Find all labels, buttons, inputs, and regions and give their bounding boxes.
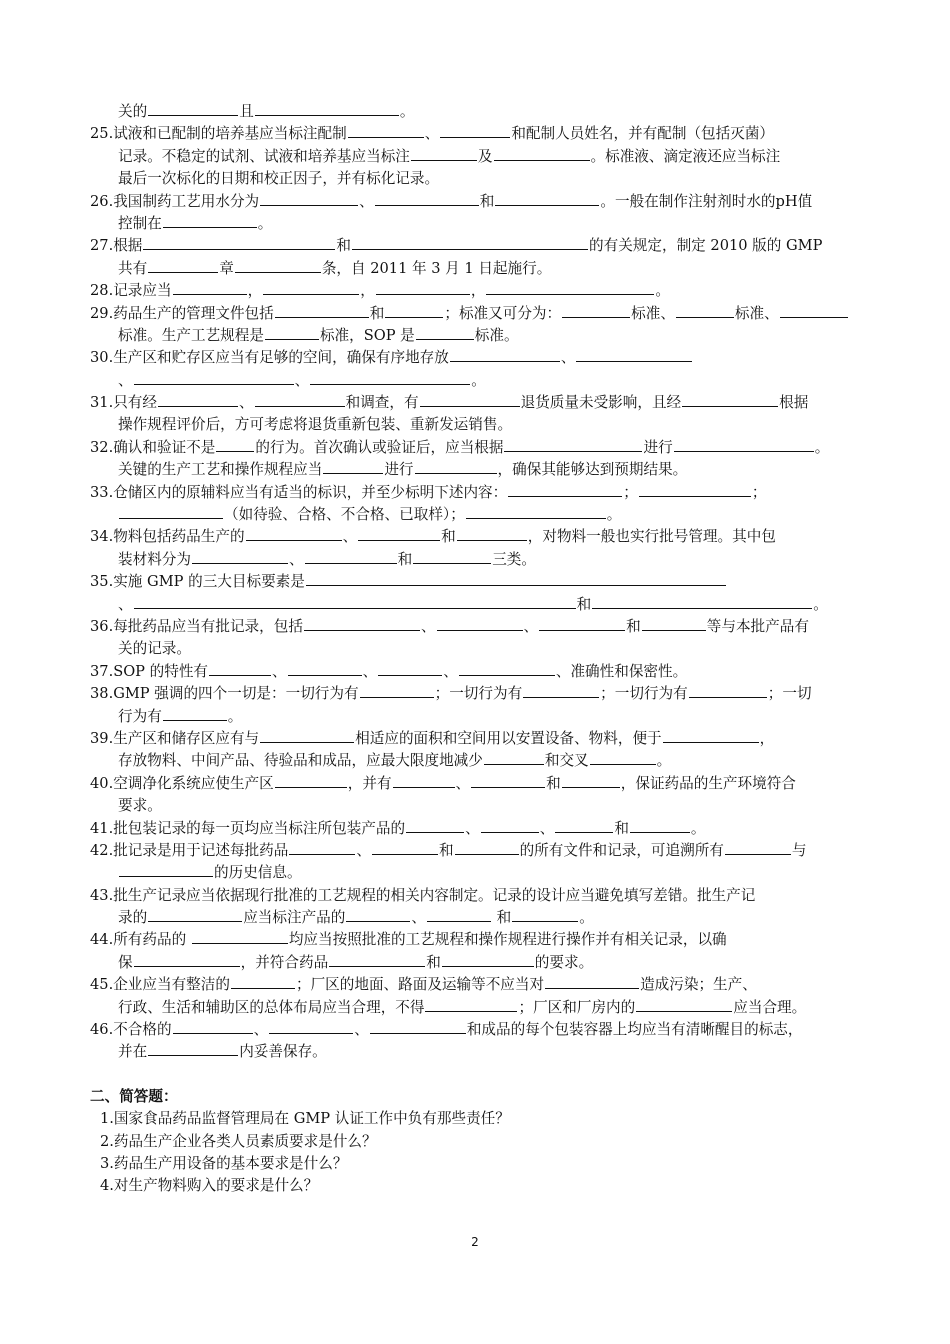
question-text: 的有关规定，制定 2010 版的 GMP <box>589 237 823 255</box>
question-text: 和成品的每个包装容器上均应当有清晰醒目的标志， <box>466 1021 803 1039</box>
question-text: 34.物料包括药品生产的 <box>90 528 245 546</box>
question-text: 均应当按照批准的工艺规程和操作规程进行操作并有相关记录，以确 <box>288 931 727 949</box>
answer-blank[interactable] <box>576 348 692 362</box>
answer-blank[interactable] <box>289 841 355 855</box>
answer-blank[interactable] <box>676 304 734 318</box>
question-line <box>90 773 870 795</box>
answer-blank[interactable] <box>305 550 397 564</box>
question-text: 三类。 <box>492 550 536 568</box>
question-text: 和 <box>397 550 413 568</box>
answer-blank[interactable] <box>674 438 814 452</box>
question-text: 28.记录应当 <box>90 282 172 300</box>
question-text: 37.SOP 的特性有 <box>90 662 209 680</box>
question-text: ， <box>759 729 775 747</box>
question-text: 、 <box>455 774 471 792</box>
question-text: ， <box>360 282 375 300</box>
question-text: 且 <box>239 103 254 120</box>
answer-blank[interactable] <box>275 774 347 788</box>
answer-blank[interactable] <box>450 348 560 362</box>
answer-blank[interactable] <box>682 393 778 407</box>
short-answer-item: 3.药品生产用设备的基本要求是什么？ <box>100 1154 348 1172</box>
answer-blank[interactable] <box>346 908 410 922</box>
question-line <box>90 750 870 772</box>
question-text: 行政、生活和辅助区的总体布局应当合理，不得 <box>118 998 425 1016</box>
question-text: 装材料分为 <box>118 550 191 568</box>
question-text: 。 <box>227 707 243 725</box>
question-line <box>90 370 870 392</box>
question-text: 标准、 <box>734 304 779 322</box>
question-text: ； <box>751 483 767 501</box>
question-line <box>90 907 870 929</box>
question-text: 、 <box>356 841 371 859</box>
question-text: 41.批包装记录的每一页均应当标注所包装产品的 <box>90 819 406 837</box>
question-text: 标准。 <box>474 326 519 344</box>
answer-blank[interactable] <box>636 998 732 1012</box>
answer-blank[interactable] <box>265 326 319 340</box>
question-line <box>90 616 870 638</box>
question-text: 、 <box>294 371 310 389</box>
question-line <box>90 862 870 884</box>
answer-blank[interactable] <box>539 617 625 631</box>
question-text: 和 <box>369 304 385 322</box>
question-line <box>90 258 870 280</box>
question-text: 录的 <box>118 909 148 927</box>
answer-blank[interactable] <box>148 1042 238 1056</box>
question-text: ；标准又可分为： <box>444 304 562 322</box>
question-text: 35.实施 GMP 的三大目标要素是 <box>90 573 305 591</box>
question-text: 控制在 <box>118 214 162 232</box>
question-text: ， <box>470 282 486 300</box>
answer-blank[interactable] <box>471 774 545 788</box>
answer-blank[interactable] <box>275 304 369 318</box>
question-text: 关的记录。 <box>118 640 191 658</box>
section-heading: 二、简答题： <box>90 1087 178 1105</box>
answer-blank[interactable] <box>555 819 613 833</box>
answer-blank[interactable] <box>360 684 434 698</box>
answer-blank[interactable] <box>725 841 791 855</box>
answer-blank[interactable] <box>134 371 294 385</box>
answer-blank[interactable] <box>148 259 218 273</box>
question-text: 的行为。首次确认或验证后，应当根据 <box>255 438 504 456</box>
answer-blank[interactable] <box>592 595 812 609</box>
question-text: 、 <box>420 617 436 635</box>
question-line <box>90 594 870 616</box>
answer-blank[interactable] <box>288 662 362 676</box>
answer-blank[interactable] <box>370 1020 466 1034</box>
answer-blank[interactable] <box>590 751 656 765</box>
answer-blank[interactable] <box>484 751 544 765</box>
answer-blank[interactable] <box>173 1020 253 1034</box>
question-line <box>90 683 870 705</box>
question-text: 38.GMP 强调的四个一切是：一切行为有 <box>90 685 359 703</box>
question-text: 和调查，有 <box>345 394 419 412</box>
answer-blank[interactable] <box>663 729 759 743</box>
question-line <box>90 482 870 504</box>
question-line <box>90 818 870 840</box>
question-text: 。 <box>579 909 594 927</box>
answer-blank[interactable] <box>263 281 359 295</box>
question-text: 应当标注产品的 <box>243 909 346 927</box>
question-text: 30.生产区和贮存区应当有足够的空间，确保有序地存放 <box>90 349 449 367</box>
answer-blank[interactable] <box>413 550 491 564</box>
question-text: ；厂区和厂房内的 <box>518 998 636 1016</box>
question-line <box>90 146 870 168</box>
question-text: 、 <box>465 819 480 837</box>
answer-blank[interactable] <box>163 214 257 228</box>
question-text: 。 <box>471 371 486 389</box>
question-text: ，并符合药品 <box>240 953 329 971</box>
question-line <box>90 1019 870 1041</box>
question-text: 46.不合格的 <box>90 1021 172 1039</box>
question-text: 。 <box>399 103 415 120</box>
question-text: ；厂区的地面、路面及运输等不应当对 <box>295 976 545 994</box>
question-text: 共有 <box>118 259 148 277</box>
question-text: 44.所有药品的 <box>90 931 191 949</box>
answer-blank[interactable] <box>255 102 399 116</box>
answer-blank[interactable] <box>358 527 440 541</box>
question-line <box>90 661 870 683</box>
question-text: 、 <box>560 349 576 367</box>
question-text: ，对物料一般也实行批号管理。其中包 <box>527 528 776 546</box>
question-line <box>90 952 870 974</box>
question-text: 和 <box>479 192 495 210</box>
question-text: 。 <box>814 438 830 456</box>
question-line <box>90 974 870 996</box>
answer-blank[interactable] <box>310 371 470 385</box>
question-text: 标准。生产工艺规程是 <box>118 326 264 344</box>
question-text: 要求。 <box>118 797 162 815</box>
question-text: 的所有文件和记录，可追溯所有 <box>519 841 724 859</box>
answer-blank[interactable] <box>192 930 288 944</box>
answer-blank[interactable] <box>481 819 539 833</box>
question-line <box>90 526 870 548</box>
question-line <box>90 459 870 481</box>
answer-blank[interactable] <box>260 729 354 743</box>
question-text: 和 <box>441 528 456 546</box>
question-text: 、 <box>288 550 304 568</box>
answer-blank[interactable] <box>466 505 606 519</box>
question-text: 、 <box>359 192 374 210</box>
question-text: 、 <box>411 909 426 927</box>
answer-blank[interactable] <box>442 953 534 967</box>
answer-blank[interactable] <box>372 841 438 855</box>
question-text: 造成污染；生产、 <box>640 976 757 994</box>
question-text: 。一般在制作注射剂时水的pH值 <box>600 192 813 210</box>
answer-blank[interactable] <box>639 483 751 497</box>
question-text: 最后一次标化的日期和校正因子，并有标化记录。 <box>118 170 440 188</box>
question-line <box>90 795 870 817</box>
question-line <box>90 123 870 145</box>
answer-blank[interactable] <box>148 908 242 922</box>
question-text: 和 <box>491 909 512 927</box>
question-line <box>90 101 870 123</box>
question-text: 记录。不稳定的试剂、试液和培养基应当标注 <box>118 147 410 165</box>
question-text: 章 <box>219 259 234 277</box>
question-line <box>90 840 870 862</box>
question-text: 操作规程评价后，方可考虑将退货重新包装、重新发运销售。 <box>118 416 513 434</box>
question-text: 和 <box>626 617 641 635</box>
answer-blank[interactable] <box>231 975 295 989</box>
answer-blank[interactable] <box>523 684 599 698</box>
answer-blank[interactable] <box>457 527 527 541</box>
question-text: 39.生产区和储存区应有与 <box>90 729 260 747</box>
question-text: 和 <box>438 841 454 859</box>
answer-blank[interactable] <box>304 617 420 631</box>
question-line <box>90 929 870 951</box>
question-text: 等与本批产品有 <box>706 617 809 635</box>
question-text: 根据 <box>779 394 809 412</box>
question-text: 29.药品生产的管理文件包括 <box>90 304 274 322</box>
answer-blank[interactable] <box>192 550 288 564</box>
question-line <box>90 392 870 414</box>
question-text: 、 <box>539 819 555 837</box>
question-text: 行为有 <box>118 707 162 725</box>
question-line <box>90 997 870 1019</box>
question-text: 关键的生产工艺和操作规程应当 <box>118 461 323 479</box>
answer-blank[interactable] <box>415 460 497 474</box>
question-text: 和交叉 <box>544 752 589 770</box>
question-text: 。 <box>655 282 671 300</box>
answer-blank[interactable] <box>235 259 321 273</box>
answer-blank[interactable] <box>416 326 474 340</box>
question-text: 进行 <box>643 438 673 456</box>
answer-blank[interactable] <box>508 483 622 497</box>
question-text: 和 <box>614 819 629 837</box>
answer-blank[interactable] <box>504 438 642 452</box>
answer-blank[interactable] <box>375 192 479 206</box>
answer-blank[interactable] <box>440 124 510 138</box>
question-text: ；一切行为有 <box>434 685 523 703</box>
question-text: 45.企业应当有整洁的 <box>90 976 230 994</box>
answer-blank[interactable] <box>455 841 519 855</box>
fill-in-questions <box>90 101 870 1064</box>
answer-blank[interactable] <box>376 281 470 295</box>
answer-blank[interactable] <box>209 662 271 676</box>
answer-blank[interactable] <box>143 236 335 250</box>
answer-blank[interactable] <box>148 102 238 116</box>
question-text: 、 <box>239 394 254 412</box>
answer-blank[interactable] <box>780 304 848 318</box>
question-line <box>90 213 870 235</box>
answer-blank[interactable] <box>134 595 576 609</box>
question-text: 、 <box>523 617 539 635</box>
question-text: 相适应的面积和空间用以安置设备、物料，便于 <box>355 729 662 747</box>
answer-blank[interactable] <box>378 662 442 676</box>
question-text: 、 <box>354 1021 369 1039</box>
question-text: 与 <box>791 841 807 859</box>
answer-blank[interactable] <box>495 192 599 206</box>
question-text: ；一切行为有 <box>600 685 688 703</box>
question-line <box>90 504 870 526</box>
question-text: 保 <box>118 953 133 971</box>
answer-blank[interactable] <box>562 304 630 318</box>
answer-blank[interactable] <box>393 774 455 788</box>
question-text: ， <box>247 282 263 300</box>
short-answer-item: 4.对生产物料购入的要求是什么？ <box>100 1177 319 1195</box>
question-text: 、 <box>443 662 458 680</box>
answer-blank[interactable] <box>119 863 213 877</box>
question-line <box>90 728 870 750</box>
question-text: ，确保其能够达到预期结果。 <box>497 461 688 479</box>
question-line <box>90 414 870 436</box>
question-text: 43.批生产记录应当依据现行批准的工艺规程的相关内容制定。记录的设计应当避免填写差错。批生产记 <box>90 886 756 904</box>
question-text: 。 <box>257 214 273 232</box>
question-line <box>90 706 870 728</box>
question-line <box>90 191 870 213</box>
question-text: 。 <box>813 595 828 613</box>
answer-blank[interactable] <box>420 393 520 407</box>
answer-blank[interactable] <box>323 460 383 474</box>
answer-blank[interactable] <box>158 393 238 407</box>
answer-blank[interactable] <box>269 1020 353 1034</box>
question-line <box>90 303 870 325</box>
question-text: 和配制人员姓名，并有配制（包括灭菌） <box>511 125 775 143</box>
question-text: 。标准液、滴定液还应当标注 <box>590 147 781 165</box>
question-text: 。 <box>606 506 622 524</box>
question-text: 、 <box>118 371 133 389</box>
section-spacer <box>90 1064 870 1086</box>
question-text: 25.试液和已配制的培养基应当标注配制 <box>90 125 347 143</box>
answer-blank[interactable] <box>329 953 425 967</box>
question-text: 、准确性和保密性。 <box>555 662 688 680</box>
question-text: 32.确认和验证不是 <box>90 438 216 456</box>
question-text: 和 <box>426 953 441 971</box>
question-text: 。 <box>656 752 672 770</box>
question-text: 内妥善保存。 <box>239 1043 327 1061</box>
short-answer-questions <box>90 1108 870 1198</box>
answer-blank[interactable] <box>306 572 726 586</box>
answer-blank[interactable] <box>459 662 555 676</box>
answer-blank[interactable] <box>246 527 342 541</box>
question-line <box>90 325 870 347</box>
question-text: （如待验、合格、不合格、已取样）； <box>224 506 465 524</box>
question-line <box>90 437 870 459</box>
question-text: 的要求。 <box>534 953 594 971</box>
question-line <box>90 1041 870 1063</box>
question-text: 关的 <box>118 103 148 120</box>
answer-blank[interactable] <box>134 953 240 967</box>
answer-blank[interactable] <box>411 147 477 161</box>
question-text: 42.批记录是用于记述每批药品 <box>90 841 289 859</box>
answer-blank[interactable] <box>427 908 491 922</box>
question-text: 。 <box>690 819 706 837</box>
question-text: ；一切 <box>767 685 812 703</box>
page-number: 2 <box>471 1235 479 1249</box>
question-text: 、 <box>362 662 378 680</box>
answer-blank[interactable] <box>260 192 358 206</box>
answer-blank[interactable] <box>425 998 517 1012</box>
answer-blank[interactable] <box>385 304 443 318</box>
answer-blank[interactable] <box>486 281 654 295</box>
answer-blank[interactable] <box>119 505 223 519</box>
answer-blank[interactable] <box>494 147 590 161</box>
answer-blank[interactable] <box>352 236 588 250</box>
question-text: 31.只有经 <box>90 394 157 412</box>
question-line <box>90 885 870 907</box>
question-text: 、 <box>253 1021 269 1039</box>
question-text: 标准、 <box>631 304 675 322</box>
question-text: 及 <box>477 147 493 165</box>
answer-blank[interactable] <box>173 281 247 295</box>
question-line <box>90 571 870 593</box>
question-text: 33.仓储区内的原辅料应当有适当的标识，并至少标明下述内容： <box>90 483 508 501</box>
question-text: 并在 <box>118 1043 148 1061</box>
question-text: ，保证药品的生产环境符合 <box>620 774 796 792</box>
question-text: 条，自 2011 年 3 月 1 日起施行。 <box>321 259 552 277</box>
short-answer-item: 2.药品生产企业各类人员素质要求是什么？ <box>100 1132 377 1150</box>
question-text: 进行 <box>384 461 414 479</box>
answer-blank[interactable] <box>512 908 578 922</box>
question-text: 、 <box>342 528 358 546</box>
answer-blank[interactable] <box>348 124 424 138</box>
question-text: 、 <box>118 595 133 613</box>
question-text: 、 <box>272 662 287 680</box>
question-text: ，并有 <box>347 774 392 792</box>
answer-blank[interactable] <box>216 438 254 452</box>
question-line <box>90 168 870 190</box>
answer-blank[interactable] <box>545 975 639 989</box>
answer-blank[interactable] <box>630 819 690 833</box>
question-text: 和 <box>576 595 592 613</box>
answer-blank[interactable] <box>689 684 767 698</box>
answer-blank[interactable] <box>406 819 464 833</box>
question-text: 标准，SOP 是 <box>319 326 415 344</box>
question-text: ； <box>623 483 638 501</box>
question-line <box>90 235 870 257</box>
question-line <box>90 347 870 369</box>
answer-blank[interactable] <box>642 617 706 631</box>
answer-blank[interactable] <box>562 774 620 788</box>
question-text: 应当合理。 <box>733 998 807 1016</box>
question-line <box>90 638 870 660</box>
question-text: 的历史信息。 <box>214 864 302 882</box>
answer-blank[interactable] <box>163 707 227 721</box>
question-text: 和 <box>336 237 352 255</box>
question-text: 40.空调净化系统应使生产区 <box>90 774 274 792</box>
question-text: 和 <box>546 774 561 792</box>
question-text: 36.每批药品应当有批记录，包括 <box>90 617 303 635</box>
question-line <box>90 280 870 302</box>
question-text: 26.我国制药工艺用水分为 <box>90 192 260 210</box>
document-content <box>90 101 870 1198</box>
answer-blank[interactable] <box>437 617 523 631</box>
answer-blank[interactable] <box>255 393 345 407</box>
short-answer-item: 1.国家食品药品监督管理局在 GMP 认证工作中负有那些责任？ <box>100 1110 510 1128</box>
question-text: 存放物料、中间产品、待验品和成品，应最大限度地减少 <box>118 752 483 770</box>
question-text: 、 <box>424 125 440 143</box>
question-text: 退货质量未受影响，且经 <box>520 394 682 412</box>
question-text: 27.根据 <box>90 237 143 255</box>
question-line <box>90 549 870 571</box>
